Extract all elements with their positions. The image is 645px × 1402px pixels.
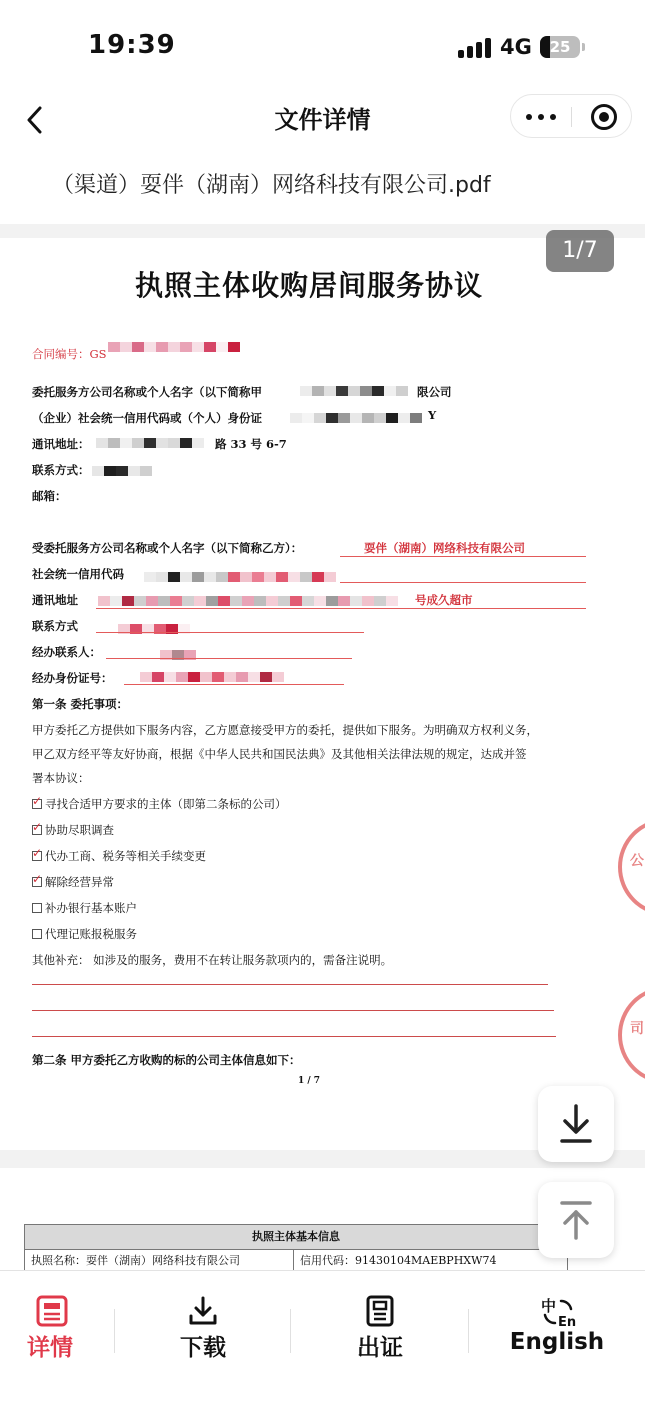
party-a-name-label: 委托服务方公司名称或个人名字（以下简称甲 (32, 385, 262, 399)
service-item-unchecked: 补办银行基本账户 (32, 900, 137, 916)
tab-download[interactable] (133, 1271, 273, 1402)
company-seal: 公 (618, 818, 645, 916)
redacted-block (96, 438, 204, 448)
redacted-block (300, 386, 408, 396)
battery-level: 25 (549, 38, 571, 56)
svg-text:中: 中 (541, 1297, 557, 1315)
other-supplement: 其他补充： 如涉及的服务，费用不在转让服务款项内的，需备注说明。 (32, 953, 393, 967)
tab-english[interactable] (487, 1271, 627, 1402)
service-item-checked: ✓解除经营异常 (32, 874, 114, 890)
network-type: 4G (500, 35, 532, 59)
tab-label: 详情 (27, 1335, 73, 1361)
party-a-name-suffix: 限公司 (417, 385, 452, 399)
checkbox-checked-icon (32, 799, 42, 809)
party-a-address-partial: 路 33 号 6-7 (215, 437, 287, 451)
translate-icon (541, 1295, 577, 1327)
service-item-checked: ✓协助尽职调查 (32, 822, 114, 838)
svg-text:En: En (558, 1315, 577, 1327)
checkbox-empty-icon (32, 929, 42, 939)
page-number: 1 / 7 (297, 1076, 321, 1086)
party-a-id-label: （企业）社会统一信用代码或（个人）身份证 (32, 411, 262, 425)
tab-label: 下载 (180, 1335, 226, 1361)
party-a-email-label: 邮箱： (32, 489, 67, 503)
company-seal: 司 (618, 986, 645, 1084)
license-name-cell: 执照名称：耍伴（湖南）网络科技有限公司 (31, 1254, 240, 1267)
party-b-credit-label: 社会统一信用代码 (32, 567, 124, 581)
party-b-address-label: 通讯地址 (32, 593, 78, 607)
tab-label: 出证 (357, 1335, 403, 1361)
redacted-block (290, 413, 422, 423)
redacted-block (140, 672, 284, 682)
nav-bar (0, 92, 645, 152)
checkbox-checked-icon (32, 877, 42, 887)
more-icon[interactable] (526, 95, 556, 139)
party-a-contact-label: 联系方式： (32, 463, 90, 477)
file-name: （渠道）耍伴（湖南）网络科技有限公司.pdf (52, 173, 491, 198)
redacted-block (108, 342, 240, 352)
party-a-address-label: 通讯地址： (32, 437, 90, 451)
redacted-block (98, 596, 398, 606)
redacted-block (144, 572, 336, 582)
status-bar (0, 0, 645, 92)
signal-icon (458, 38, 492, 58)
pdf-page-1 (0, 238, 645, 1150)
party-b-name-value: 耍伴（湖南）网络科技有限公司 (364, 541, 525, 555)
checkbox-empty-icon (32, 903, 42, 913)
article1-body-line: 署本协议： (32, 771, 90, 785)
back-to-top-button[interactable] (538, 1182, 614, 1258)
party-b-address-partial: 号成久超市 (415, 593, 473, 607)
download-float-button[interactable] (538, 1086, 614, 1162)
party-b-contact-label: 联系方式 (32, 619, 78, 633)
page-indicator: 1/7 (546, 230, 614, 272)
party-a-id-suffix: Y (428, 408, 437, 422)
battery-icon (540, 36, 580, 58)
details-icon (36, 1295, 68, 1327)
redacted-block (92, 466, 152, 476)
download-icon (187, 1295, 219, 1327)
document-title: 执照主体收购居间服务协议 (134, 269, 483, 302)
party-b-agent-id-label: 经办身份证号： (32, 671, 113, 685)
close-miniprogram-icon[interactable] (591, 104, 617, 130)
certificate-icon (364, 1295, 396, 1327)
tab-label: English (509, 1329, 605, 1355)
page-title: 文件详情 (274, 106, 371, 134)
article1-title: 第一条 委托事项： (32, 697, 129, 711)
service-item-checked: ✓寻找合适甲方要求的主体（即第二条标的公司） (32, 796, 287, 812)
party-b-name-label: 受委托服务方公司名称或个人名字（以下简称乙方）： (32, 541, 303, 555)
miniprogram-capsule (510, 94, 632, 138)
table-title: 执照主体基本信息 (25, 1225, 567, 1250)
license-info-table (24, 1224, 568, 1270)
status-time: 19:39 (88, 30, 176, 60)
party-b-agent-label: 经办联系人： (32, 645, 101, 659)
checkbox-checked-icon (32, 825, 42, 835)
service-item-unchecked: 代理记账报税服务 (32, 926, 137, 942)
contract-no-label: 合同编号：GS (32, 347, 107, 361)
tab-certificate[interactable] (310, 1271, 450, 1402)
tab-details[interactable] (0, 1271, 112, 1402)
service-item-checked: ✓代办工商、税务等相关手续变更 (32, 848, 206, 864)
checkbox-checked-icon (32, 851, 42, 861)
back-to-top-icon (538, 1182, 614, 1258)
download-icon (538, 1086, 614, 1162)
table-row (25, 1250, 567, 1270)
credit-code-cell: 信用代码：91430104MAEBPHXW74 (293, 1250, 496, 1270)
article1-body-line: 甲乙双方经平等友好协商，根据《中华人民共和国民法典》及其他相关法律法规的规定，达成并签 (32, 747, 527, 761)
article1-body-line: 甲方委托乙方提供如下服务内容，乙方愿意接受甲方的委托，提供如下服务。为明确双方权利义务， (32, 723, 538, 737)
bottom-tab-bar (0, 1270, 645, 1402)
article2-title: 第二条 甲方委托乙方收购的标的公司主体信息如下： (32, 1053, 301, 1067)
file-header (0, 152, 645, 225)
